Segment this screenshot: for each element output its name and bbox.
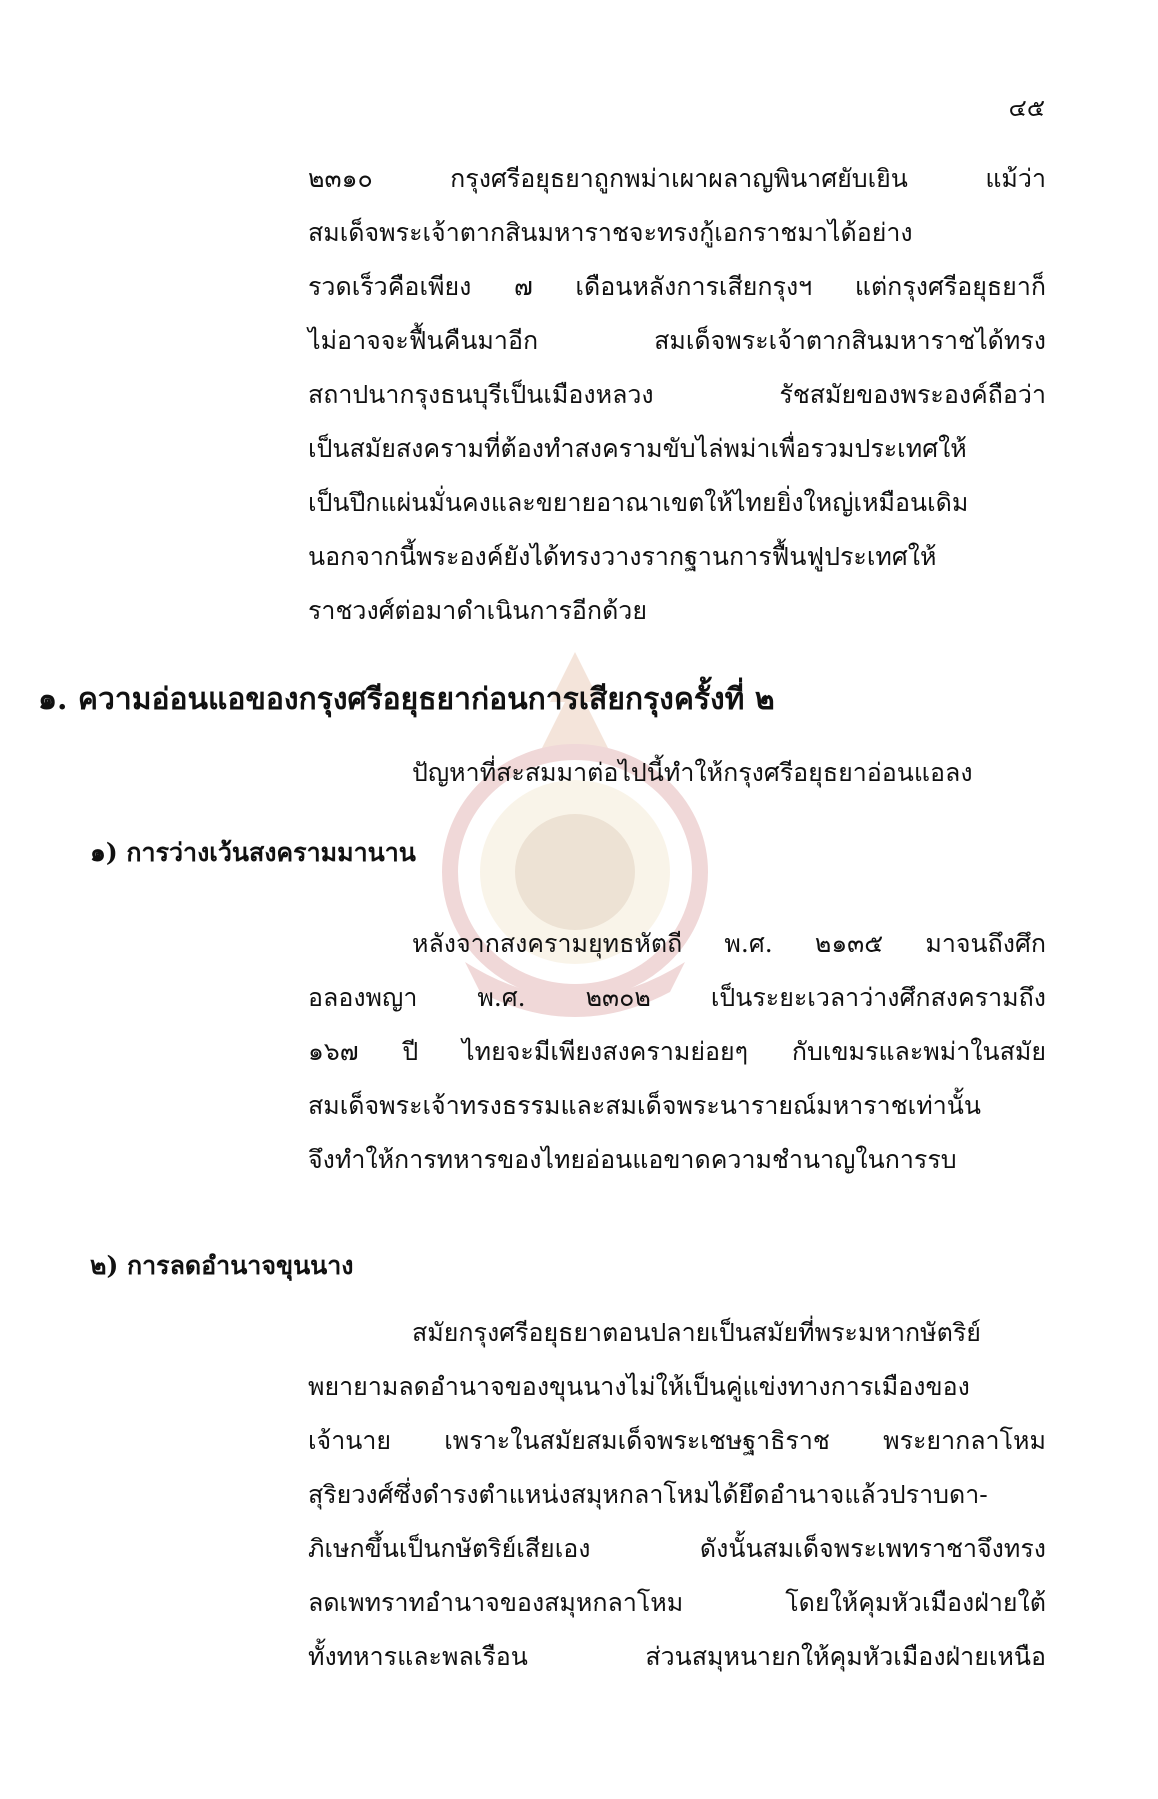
subsection-heading: ๑) การว่างเว้นสงครามมานาน (90, 838, 416, 867)
paragraph-line: ทั้งทหารและพลเรือน ส่วนสมุหนายกให้คุมหัวเมืองฝ่ายเหนือ (308, 1642, 1046, 1671)
paragraph-line: ภิเษกขึ้นเป็นกษัตริย์เสียเอง ดังนั้นสมเด็จพระเพทราชาจึงทรง (308, 1534, 1046, 1563)
paragraph-line: อลองพญา พ.ศ. ๒๓๐๒ เป็นระยะเวลาว่างศึกสงครามถึง (308, 983, 1046, 1012)
paragraph-line: สมเด็จพระเจ้าทรงธรรมและสมเด็จพระนารายณ์มหาราชเท่านั้น (308, 1091, 981, 1120)
section-heading: ๑. ความอ่อนแอของกรุงศรีอยุธยาก่อนการเสียกรุงครั้งที่ ๒ (38, 682, 775, 717)
paragraph-line: ราชวงศ์ต่อมาดำเนินการอีกด้วย (308, 596, 647, 625)
paragraph-line: สมัยกรุงศรีอยุธยาตอนปลายเป็นสมัยที่พระมหากษัตริย์ (412, 1318, 981, 1347)
section-intro: ปัญหาที่สะสมมาต่อไปนี้ทำให้กรุงศรีอยุธยาอ่อนแอลง (412, 758, 973, 787)
paragraph-line: สุริยวงศ์ซึ่งดำรงตำแหน่งสมุหกลาโหมได้ยึดอำนาจแล้วปราบดา- (308, 1480, 988, 1509)
paragraph-line: สมเด็จพระเจ้าตากสินมหาราชจะทรงกู้เอกราชมาได้อย่าง (308, 218, 913, 247)
paragraph-line: ๑๖๗ ปี ไทยจะมีเพียงสงครามย่อยๆ กับเขมรและพม่าในสมัย (308, 1037, 1046, 1066)
paragraph-line: รวดเร็วคือเพียง ๗ เดือนหลังการเสียกรุงฯ แต่กรุงศรีอยุธยาก็ (308, 272, 1046, 301)
paragraph-line: เจ้านาย เพราะในสมัยสมเด็จพระเชษฐาธิราช พระยากลาโหม (308, 1426, 1046, 1455)
paragraph-line: ๒๓๑๐ กรุงศรีอยุธยาถูกพม่าเผาผลาญพินาศยับเยิน แม้ว่า (308, 164, 1046, 193)
paragraph-line: เป็นสมัยสงครามที่ต้องทำสงครามขับไล่พม่าเพื่อรวมประเทศให้ (308, 434, 967, 463)
paragraph-line: จึงทำให้การทหารของไทยอ่อนแอขาดความชำนาญในการรบ (308, 1145, 957, 1174)
subsection-heading: ๒) การลดอำนาจขุนนาง (90, 1251, 354, 1280)
paragraph-line: สถาปนากรุงธนบุรีเป็นเมืองหลวง รัชสมัยของพระองค์ถือว่า (308, 380, 1046, 409)
paragraph-line: หลังจากสงครามยุทธหัตถี พ.ศ. ๒๑๓๕ มาจนถึงศึก (412, 929, 1046, 958)
paragraph-line: ลดเพทราทอำนาจของสมุหกลาโหม โดยให้คุมหัวเมืองฝ่ายใต้ (308, 1588, 1046, 1617)
paragraph-line: นอกจากนี้พระองค์ยังได้ทรงวางรากฐานการฟื้นฟูประเทศให้ (308, 542, 937, 571)
paragraph-line: พยายามลดอำนาจของขุนนางไม่ให้เป็นคู่แข่งทางการเมืองของ (308, 1372, 970, 1401)
paragraph-line: เป็นปึกแผ่นมั่นคงและขยายอาณาเขตให้ไทยยิ่งใหญ่เหมือนเดิม (308, 488, 969, 517)
page-number: ๔๕ (1008, 94, 1045, 122)
paragraph-line: ไม่อาจจะฟื้นคืนมาอีก สมเด็จพระเจ้าตากสินมหาราชได้ทรง (308, 326, 1046, 355)
